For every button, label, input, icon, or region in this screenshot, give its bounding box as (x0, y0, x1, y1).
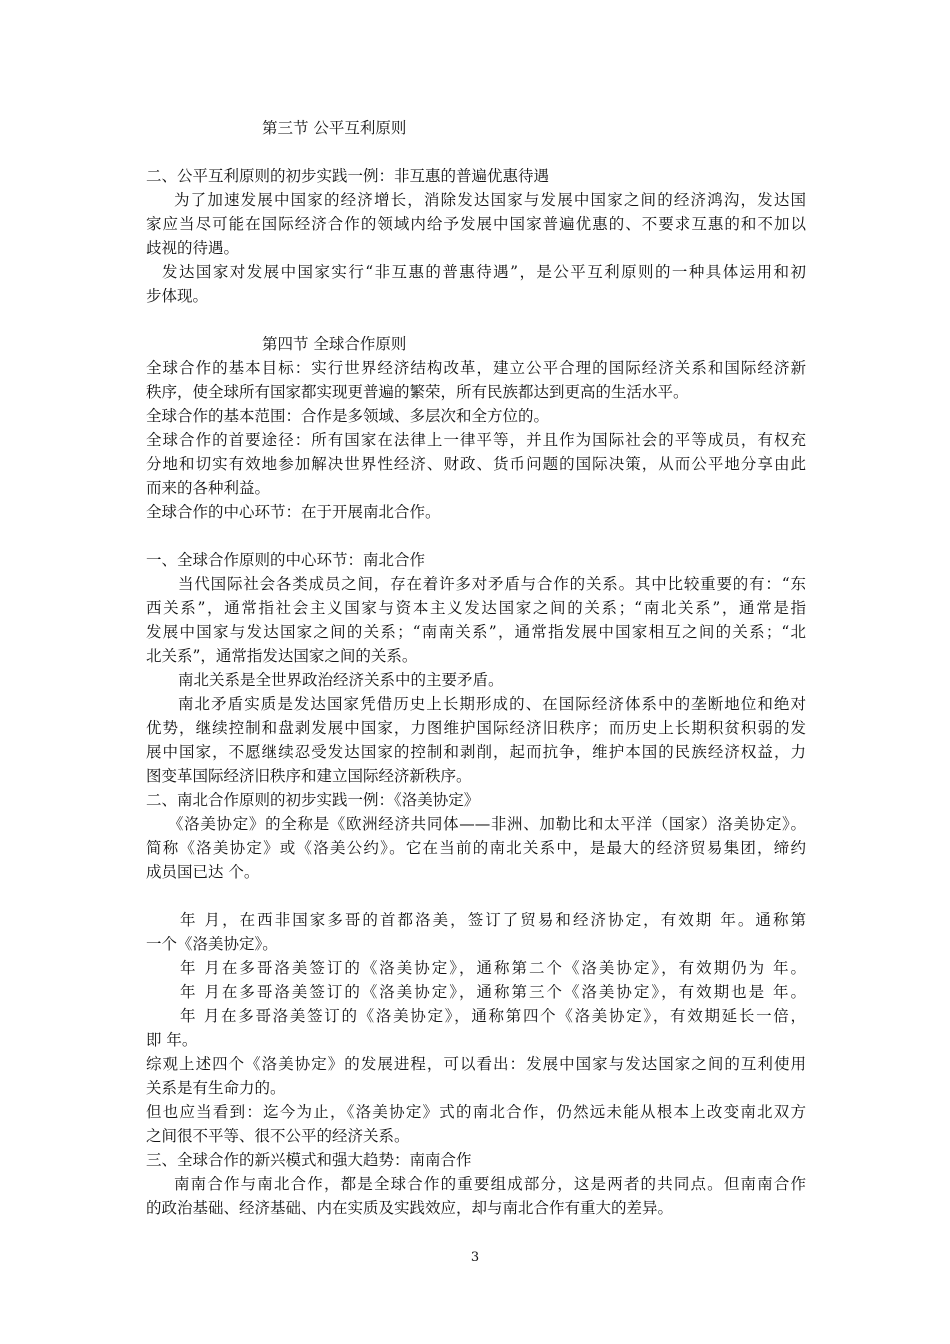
paragraph-line: 而来的各种利益。 (146, 479, 271, 497)
subsection-heading: 三、全球合作的新兴模式和强大趋势：南南合作 (146, 1151, 472, 1169)
paragraph-line: 优势，继续控制和盘剥发展中国家，力图维护国际经济旧秩序；而历史上长期积贫积弱的发 (146, 719, 806, 737)
paragraph-line: 当代国际社会各类成员之间，存在着许多对矛盾与合作的关系。其中比较重要的有：“东 (178, 575, 806, 593)
paragraph-line: 步体现。 (146, 287, 209, 305)
paragraph-line: 北关系”，通常指发达国家之间的关系。 (146, 647, 418, 665)
paragraph-line: 全球合作的首要途径：所有国家在法律上一律平等，并且作为国际社会的平等成员，有权充 (146, 431, 806, 449)
page-number: 3 (470, 1250, 480, 1265)
paragraph-line: 南北关系是全世界政治经济关系中的主要矛盾。 (178, 671, 504, 689)
paragraph-line: 但也应当看到：迄今为止，《洛美协定》式的南北合作，仍然远未能从根本上改变南北双方 (146, 1103, 806, 1121)
paragraph-line: 即 年。 (146, 1031, 198, 1049)
paragraph-line: 简称《洛美协定》或《洛美公约》。它在当前的南北关系中，是最大的经济贸易集团，缔约 (146, 839, 806, 857)
section-heading-3: 第三节 公平互利原则 (262, 119, 407, 137)
paragraph-line: 全球合作的基本范围：合作是多领域、多层次和全方位的。 (146, 407, 550, 425)
paragraph-line: 发展中国家与发达国家之间的关系；“南南关系”，通常指发展中国家相互之间的关系；“北 (146, 623, 806, 641)
paragraph-line: 分地和切实有效地参加解决世界性经济、财政、货币问题的国际决策，从而公平地分享由此 (146, 455, 806, 473)
paragraph-line: 西关系”，通常指社会主义国家与资本主义发达国家之间的关系；“南北关系”，通常是指 (146, 599, 806, 617)
paragraph-line: 年 月在多哥洛美签订的《洛美协定》，通称第四个《洛美协定》，有效期延长一倍， (180, 1007, 806, 1025)
paragraph-line: 全球合作的中心环节：在于开展南北合作。 (146, 503, 441, 521)
paragraph-line: 为了加速发展中国家的经济增长，消除发达国家与发展中国家之间的经济鸿沟，发达国 (174, 191, 806, 209)
paragraph-line: 一个《洛美协定》。 (146, 935, 278, 953)
paragraph-line: 成员国已达 个。 (146, 863, 260, 881)
paragraph-line: 关系是有生命力的。 (146, 1079, 286, 1097)
subsection-heading: 二、南北合作原则的初步实践一例：《洛美协定》 (146, 791, 480, 809)
paragraph-line: 歧视的待遇。 (146, 239, 240, 257)
paragraph-line: 发达国家对发展中国家实行“非互惠的普惠待遇”，是公平互利原则的一种具体运用和初 (162, 263, 806, 281)
paragraph-line: 南南合作与南北合作，都是全球合作的重要组成部分，这是两者的共同点。但南南合作 (174, 1175, 806, 1193)
subsection-heading: 一、全球合作原则的中心环节：南北合作 (146, 551, 426, 569)
paragraph-line: 秩序，使全球所有国家都实现更普遍的繁荣，所有民族都达到更高的生活水平。 (146, 383, 689, 401)
paragraph-line: 年 月在多哥洛美签订的《洛美协定》，通称第二个《洛美协定》，有效期仍为 年。 (180, 959, 806, 977)
paragraph-line: 综观上述四个《洛美协定》的发展进程，可以看出：发展中国家与发达国家之间的互利使用 (146, 1055, 806, 1073)
paragraph-line: 的政治基础、经济基础、内在实质及实践效应，却与南北合作有重大的差异。 (146, 1199, 674, 1217)
paragraph-line: 图变革国际经济旧秩序和建立国际经济新秩序。 (146, 767, 472, 785)
paragraph-line: 家应当尽可能在国际经济合作的领域内给予发展中国家普遍优惠的、不要求互惠的和不加以 (146, 215, 806, 233)
section-heading-4: 第四节 全球合作原则 (262, 335, 407, 353)
paragraph-line: 展中国家，不愿继续忍受发达国家的控制和剥削，起而抗争，维护本国的民族经济权益，力 (146, 743, 806, 761)
paragraph-line: 年 月，在西非国家多哥的首都洛美，签订了贸易和经济协定，有效期 年。通称第 (180, 911, 806, 929)
paragraph-line: 《洛美协定》的全称是《欧洲经济共同体——非洲、加勒比和太平洋（国家）洛美协定》。 (168, 815, 806, 833)
paragraph-line: 南北矛盾实质是发达国家凭借历史上长期形成的、在国际经济体系中的垄断地位和绝对 (178, 695, 806, 713)
paragraph-line: 全球合作的基本目标：实行世界经济结构改革，建立公平合理的国际经济关系和国际经济新 (146, 359, 806, 377)
subsection-heading: 二、公平互利原则的初步实践一例：非互惠的普遍优惠待遇 (146, 167, 550, 185)
paragraph-line: 年 月在多哥洛美签订的《洛美协定》，通称第三个《洛美协定》，有效期也是 年。 (180, 983, 806, 1001)
paragraph-line: 之间很不平等、很不公平的经济关系。 (146, 1127, 410, 1145)
